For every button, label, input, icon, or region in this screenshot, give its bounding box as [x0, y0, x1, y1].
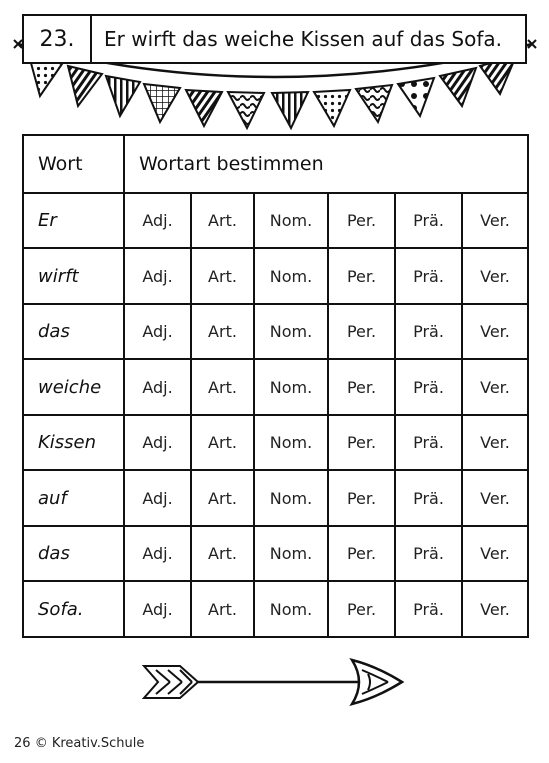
word-type-option[interactable]: Prä.: [395, 526, 462, 582]
word-type-option[interactable]: Prä.: [395, 193, 462, 249]
word-type-option[interactable]: Prä.: [395, 470, 462, 526]
arrow-decoration: [140, 652, 410, 712]
word-cell: das: [23, 304, 124, 360]
table-row: [23, 359, 528, 415]
word-cell: das: [23, 526, 124, 582]
word-type-option[interactable]: Adj.: [124, 415, 191, 471]
word-type-option[interactable]: Nom.: [254, 304, 328, 360]
exercise-sentence: Er wirft das weiche Kissen auf das Sofa.: [104, 27, 503, 51]
page-number: 26: [14, 736, 31, 751]
page-footer: [14, 736, 144, 751]
table-row: [23, 193, 528, 249]
word-type-option[interactable]: Prä.: [395, 415, 462, 471]
word-cell: Kissen: [23, 415, 124, 471]
brand-name: Kreativ.Schule: [51, 736, 145, 751]
word-type-option[interactable]: Nom.: [254, 359, 328, 415]
word-type-option[interactable]: Art.: [191, 304, 254, 360]
exercise-number: 23.: [24, 16, 92, 62]
word-type-option[interactable]: Ver.: [462, 415, 528, 471]
word-type-option[interactable]: Per.: [328, 248, 395, 304]
word-cell: auf: [23, 470, 124, 526]
word-type-option[interactable]: Art.: [191, 248, 254, 304]
word-type-option[interactable]: Adj.: [124, 304, 191, 360]
word-type-option[interactable]: Per.: [328, 581, 395, 637]
word-type-option[interactable]: Per.: [328, 470, 395, 526]
table-row: [23, 581, 528, 637]
table-row: [23, 470, 528, 526]
column-header-word: Wort: [23, 135, 124, 193]
table-row: [23, 304, 528, 360]
word-type-option[interactable]: Adj.: [124, 470, 191, 526]
word-type-option[interactable]: Ver.: [462, 248, 528, 304]
word-cell: weiche: [23, 359, 124, 415]
word-type-option[interactable]: Per.: [328, 526, 395, 582]
word-type-option[interactable]: Art.: [191, 193, 254, 249]
word-type-option[interactable]: Ver.: [462, 470, 528, 526]
word-cell: wirft: [23, 248, 124, 304]
word-cell: Sofa.: [23, 581, 124, 637]
word-type-option[interactable]: Art.: [191, 415, 254, 471]
word-type-option[interactable]: Prä.: [395, 304, 462, 360]
word-type-option[interactable]: Art.: [191, 581, 254, 637]
word-type-option[interactable]: Art.: [191, 470, 254, 526]
word-type-option[interactable]: Nom.: [254, 415, 328, 471]
word-type-option[interactable]: Nom.: [254, 248, 328, 304]
word-type-table: [22, 134, 529, 638]
table-row: [23, 415, 528, 471]
word-type-option[interactable]: Prä.: [395, 581, 462, 637]
word-type-option[interactable]: Prä.: [395, 359, 462, 415]
word-type-option[interactable]: Adj.: [124, 581, 191, 637]
word-type-option[interactable]: Adj.: [124, 248, 191, 304]
table-row: [23, 248, 528, 304]
table-header-row: [23, 135, 528, 193]
table-row: [23, 526, 528, 582]
word-type-option[interactable]: Ver.: [462, 526, 528, 582]
word-type-option[interactable]: Ver.: [462, 193, 528, 249]
word-type-option[interactable]: Ver.: [462, 581, 528, 637]
copyright-symbol: ©: [34, 736, 48, 751]
word-cell: Er: [23, 193, 124, 249]
word-type-option[interactable]: Adj.: [124, 359, 191, 415]
exercise-header: [22, 14, 527, 64]
word-type-option[interactable]: Per.: [328, 193, 395, 249]
word-type-option[interactable]: Per.: [328, 304, 395, 360]
word-type-option[interactable]: Nom.: [254, 581, 328, 637]
word-type-option[interactable]: Per.: [328, 359, 395, 415]
word-type-option[interactable]: Ver.: [462, 304, 528, 360]
word-type-option[interactable]: Nom.: [254, 470, 328, 526]
column-header-wortart: Wortart bestimmen: [124, 135, 528, 193]
word-type-option[interactable]: Art.: [191, 359, 254, 415]
word-type-option[interactable]: Ver.: [462, 359, 528, 415]
word-type-option[interactable]: Nom.: [254, 526, 328, 582]
word-type-option[interactable]: Adj.: [124, 526, 191, 582]
word-type-option[interactable]: Adj.: [124, 193, 191, 249]
word-type-option[interactable]: Prä.: [395, 248, 462, 304]
word-type-option[interactable]: Nom.: [254, 193, 328, 249]
word-type-option[interactable]: Art.: [191, 526, 254, 582]
word-type-option[interactable]: Per.: [328, 415, 395, 471]
